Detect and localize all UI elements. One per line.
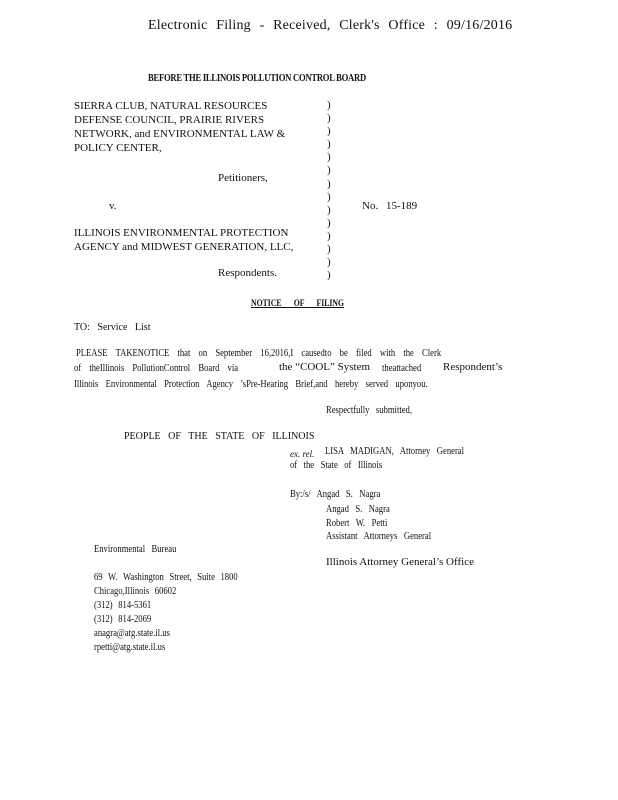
ag-office: Illinois Attorney General’s Office [326, 556, 474, 568]
to-line: TO: Service List [74, 322, 151, 333]
caption-parentheses: ) ) ) ) ) ) ) ) ) ) ) ) ) ) [327, 99, 331, 282]
email-link[interactable]: rpetti@atg.state.il.us [94, 642, 166, 653]
email-link[interactable]: anagra@atg.state.il.us [94, 628, 170, 639]
signer-title: Assistant Attorneys General [326, 531, 432, 542]
petitioners-label: Petitioners, [218, 172, 268, 184]
notice-title: NOTICE OF FILING [251, 298, 345, 308]
signer-name: Angad S. Nagra [326, 504, 390, 515]
phone-line: (312) 814-2069 [94, 614, 152, 625]
respondents-block [74, 226, 293, 254]
versus-label: v. [109, 200, 117, 212]
of-state-line: of the State of Illinois [290, 460, 383, 471]
address-line: Chicago,Illinois 60602 [94, 586, 177, 597]
address-line: 69 W. Washington Street, Suite 1800 [94, 572, 238, 583]
petitioners-block [74, 99, 285, 155]
notice-body-line: of theIllinois PollutionControl Board via [74, 363, 239, 374]
respondent-line: ILLINOIS ENVIRONMENTAL PROTECTION [74, 227, 289, 239]
cool-system-text: the “COOL” System [279, 361, 371, 373]
filing-stamp: Electronic Filing - Received, Clerk's Office : 09/16/2016 [148, 18, 513, 33]
by-signature-line: By:/s/ Angad S. Nagra [290, 489, 381, 500]
address-block [94, 571, 238, 655]
signer-name: Robert W. Petti [326, 517, 388, 529]
petitioner-line: DEFENSE COUNCIL, PRAIRIE RIVERS [74, 114, 265, 126]
notice-body-line: PLEASE TAKENOTICE that on September 16,2016,I causedto be filed with the Clerk [76, 348, 442, 359]
bureau-label: Environmental Bureau [94, 544, 177, 555]
case-number: No. 15-189 [362, 200, 418, 212]
phone-line: (312) 814-5361 [94, 600, 152, 611]
petitioner-line: SIERRA CLUB, NATURAL RESOURCES [74, 100, 268, 112]
signers-list [326, 503, 431, 544]
respectfully-submitted: Respectfully submitted, [326, 405, 412, 416]
notice-body-text: theattached [382, 363, 422, 374]
people-of-state: PEOPLE OF THE STATE OF ILLINOIS [124, 431, 315, 442]
respondents-label: Respondents. [218, 267, 277, 279]
petitioner-line: NETWORK, and ENVIRONMENTAL LAW & [74, 128, 286, 140]
petitioner-line: POLICY CENTER, [74, 142, 162, 154]
board-title: BEFORE THE ILLINOIS POLLUTION CONTROL BOARD [148, 73, 366, 84]
attorney-general-name: LISA MADIGAN, Attorney General [325, 446, 465, 457]
respondent-line: AGENCY and MIDWEST GENERATION, LLC, [74, 241, 294, 253]
respondents-text: Respondent’s [443, 361, 503, 373]
notice-body-line: Illinois Environmental Protection Agency ’sPre-Hearing Brief,and hereby served uponyou. [74, 379, 428, 390]
ex-rel-label: ex. rel. [290, 449, 315, 459]
